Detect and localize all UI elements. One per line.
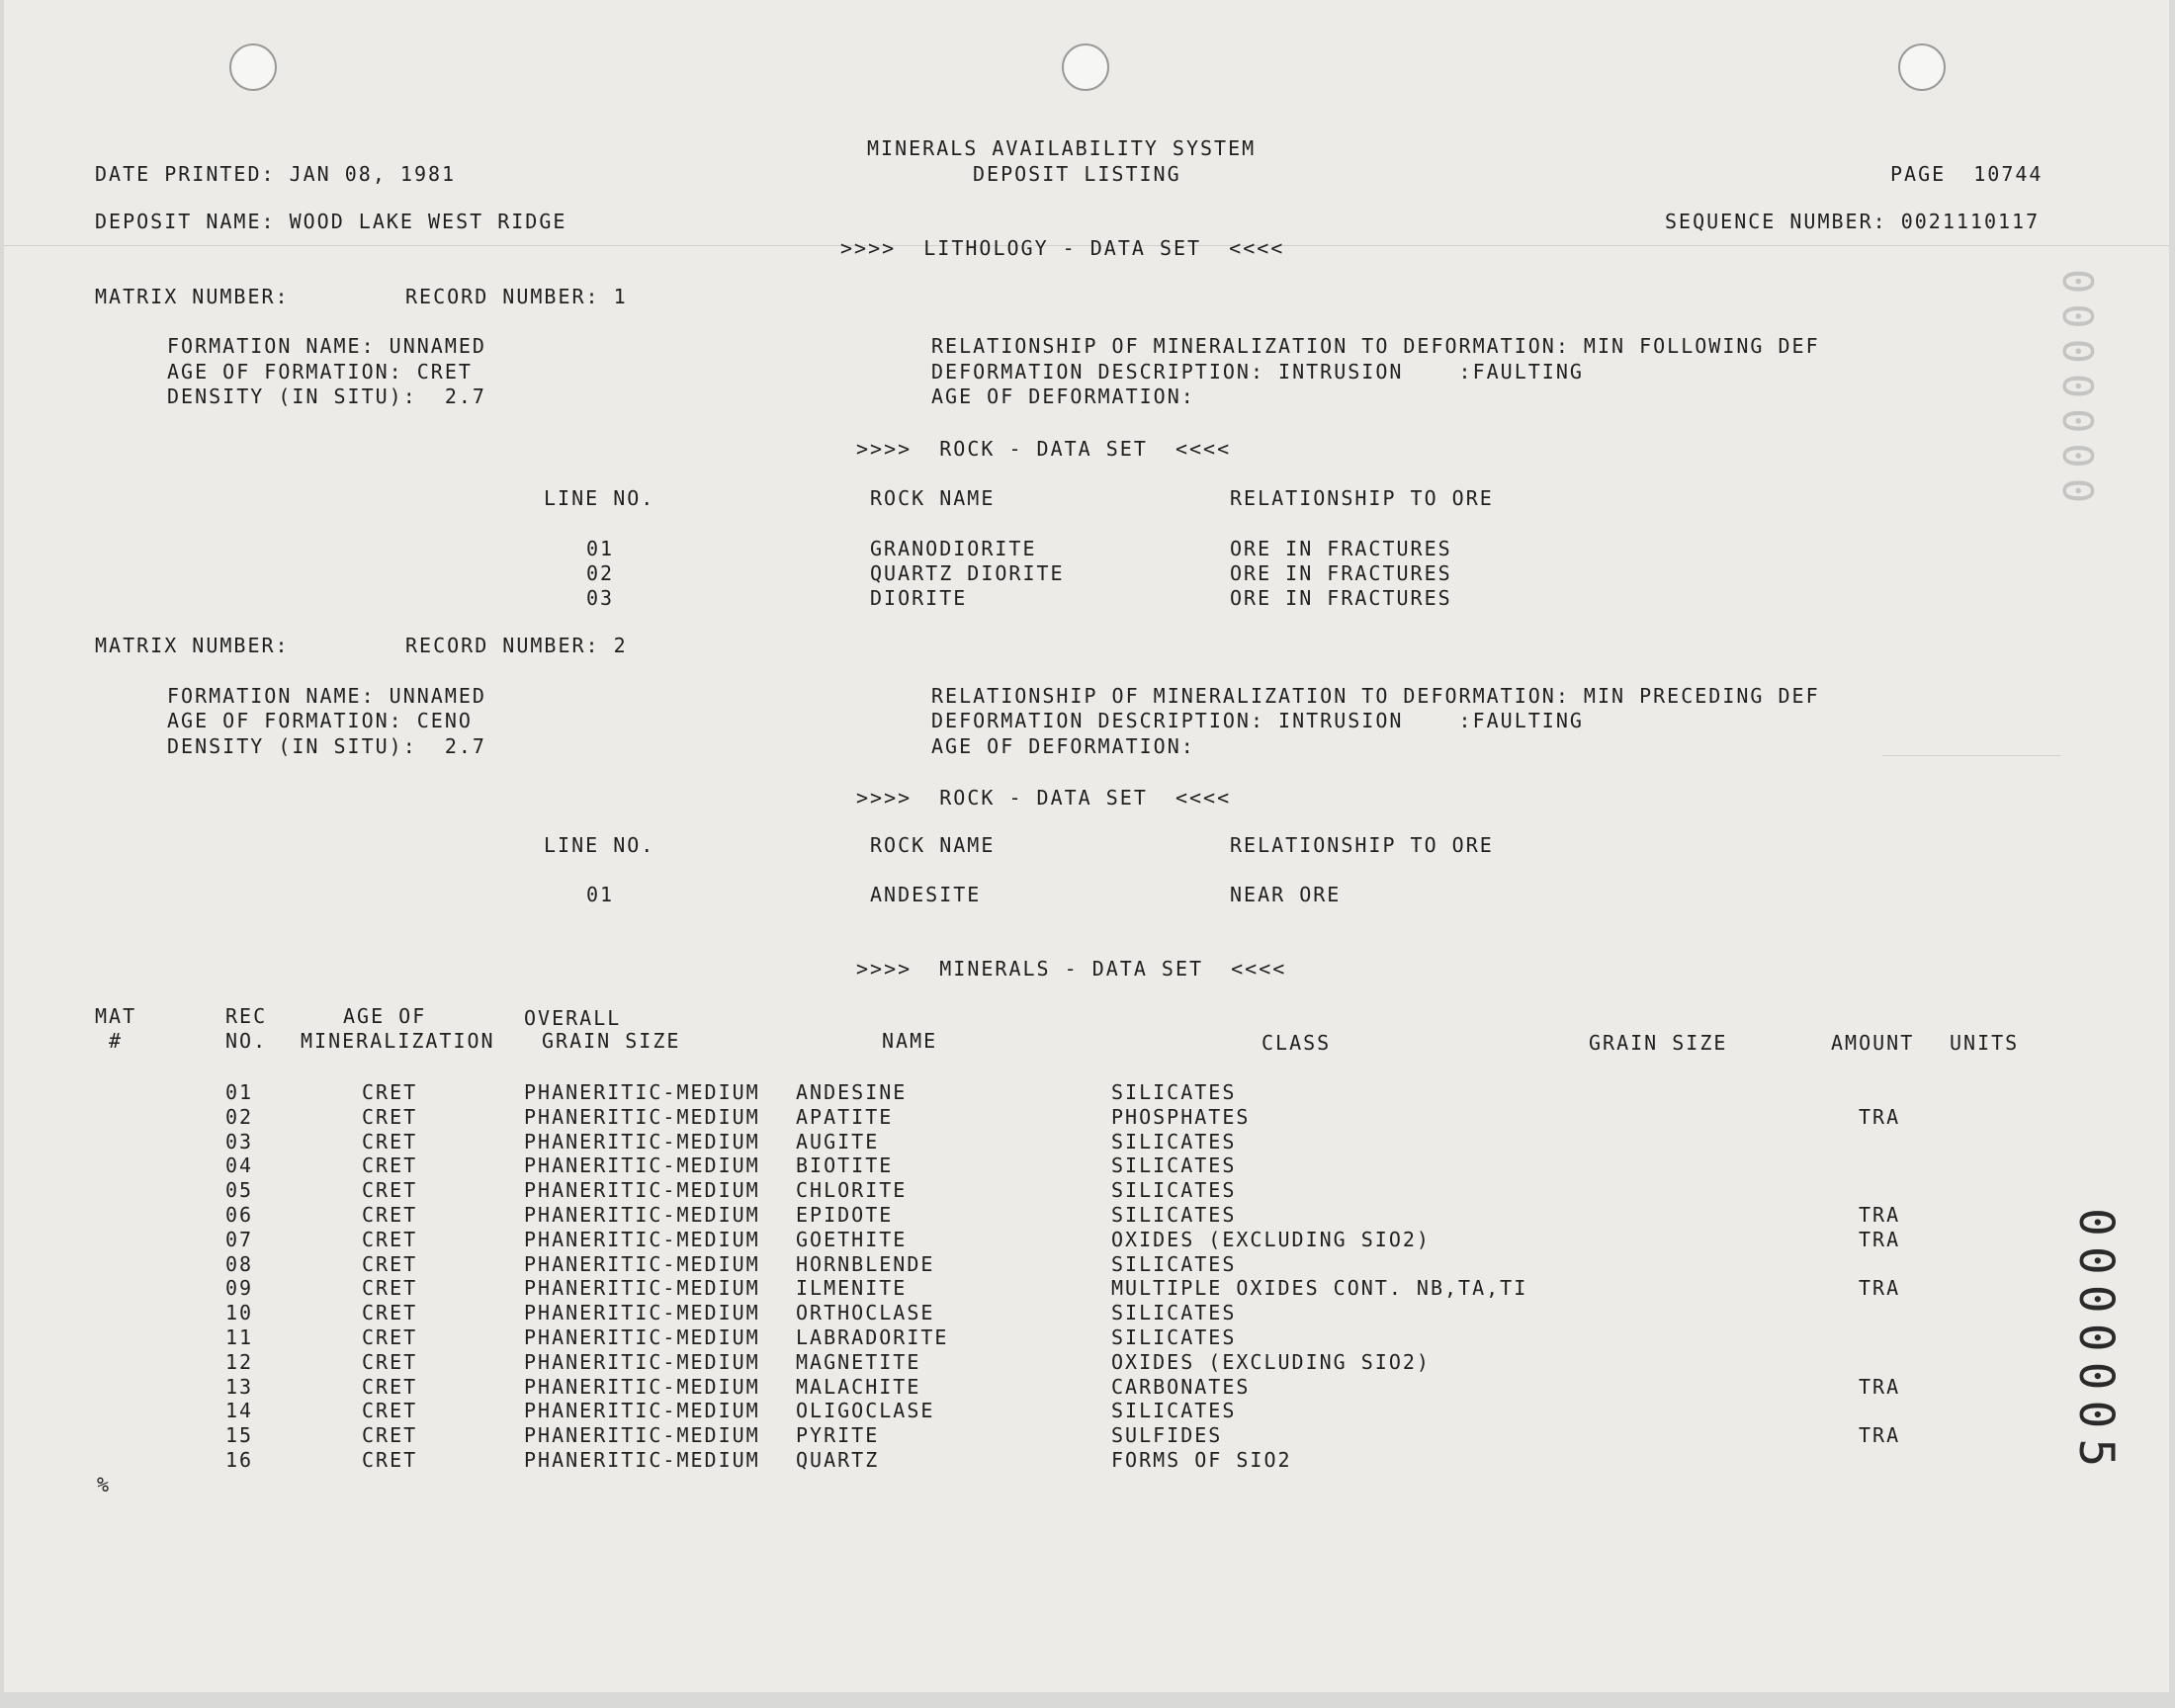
mineral-amount: TRA [1859,1105,1901,1129]
age-of-deformation: AGE OF DEFORMATION: [931,734,1195,758]
mineral-name: MALACHITE [796,1375,921,1399]
mineral-rec-no: 09 [225,1276,254,1300]
deposit-name: DEPOSIT NAME: WOOD LAKE WEST RIDGE [95,210,567,233]
formation-name: FORMATION NAME: UNNAMED [167,684,486,708]
mineral-name: LABRADORITE [796,1325,949,1349]
mineral-overall-grain-size: PHANERITIC-MEDIUM [524,1130,760,1153]
mineral-name: CHLORITE [796,1178,908,1202]
ruled-line [1882,755,2060,756]
mineral-overall-grain-size: PHANERITIC-MEDIUM [524,1301,760,1324]
record-number: RECORD NUMBER: 1 [405,285,628,308]
mineral-age: CRET [362,1130,418,1153]
mineral-age: CRET [362,1423,418,1447]
density: DENSITY (IN SITU): 2.7 [167,734,486,758]
printout-page [4,0,2169,1692]
mineral-rec-no: 04 [225,1153,254,1177]
mineral-overall-grain-size: PHANERITIC-MEDIUM [524,1105,760,1129]
rock-header-relationship: RELATIONSHIP TO ORE [1230,833,1494,857]
mineral-rec-no: 05 [225,1178,254,1202]
minerals-title: >>>> MINERALS - DATA SET <<<< [856,957,1287,981]
lithology-title: >>>> LITHOLOGY - DATA SET <<<< [840,236,1285,260]
mineral-overall-grain-size: PHANERITIC-MEDIUM [524,1080,760,1104]
mineral-rec-no: 02 [225,1105,254,1129]
rock-relationship: NEAR ORE [1230,883,1342,906]
mineral-class: SILICATES [1111,1130,1237,1153]
mineral-age: CRET [362,1080,418,1104]
density: DENSITY (IN SITU): 2.7 [167,384,486,408]
mineral-age: CRET [362,1325,418,1349]
mineral-age: CRET [362,1252,418,1276]
matrix-label: MATRIX NUMBER: [95,285,290,308]
stamp-digits: 0000005 [2068,1208,2124,1478]
mineral-overall-grain-size: PHANERITIC-MEDIUM [524,1153,760,1177]
mineral-age: CRET [362,1448,418,1472]
age-of-formation: AGE OF FORMATION: CRET [167,360,473,384]
mineral-class: MULTIPLE OXIDES CONT. NB,TA,TI [1111,1276,1528,1300]
page-number: PAGE 10744 [1890,162,2044,186]
mineral-age: CRET [362,1105,418,1129]
rock-line-no: 03 [586,586,615,610]
rock-line-no: 02 [586,561,615,585]
mineral-overall-grain-size: PHANERITIC-MEDIUM [524,1448,760,1472]
mineral-amount: TRA [1859,1276,1901,1300]
header-mat: MAT [95,1004,137,1028]
mineral-overall-grain-size: PHANERITIC-MEDIUM [524,1350,760,1374]
rock-header-line-no: LINE NO. [544,486,655,510]
mineral-rec-no: 07 [225,1228,254,1251]
mineral-age: CRET [362,1301,418,1324]
rock-line-no: 01 [586,537,615,560]
mineral-age: CRET [362,1350,418,1374]
record-number: RECORD NUMBER: 2 [405,634,628,657]
mineral-overall-grain-size: PHANERITIC-MEDIUM [524,1325,760,1349]
mineral-amount: TRA [1859,1203,1901,1227]
mineral-amount: TRA [1859,1228,1901,1251]
relationship-to-deformation: RELATIONSHIP OF MINERALIZATION TO DEFORMATION: MIN FOLLOWING DEF [931,334,1820,358]
header-class: CLASS [1262,1031,1332,1055]
mineral-name: APATITE [796,1105,894,1129]
mineral-class: SILICATES [1111,1325,1237,1349]
header-mat-hash: # [109,1029,124,1053]
mineral-age: CRET [362,1375,418,1399]
rock-header-rock-name: ROCK NAME [870,833,996,857]
rock-title: >>>> ROCK - DATA SET <<<< [856,786,1232,810]
mineral-rec-no: 14 [225,1399,254,1422]
mineral-overall-grain-size: PHANERITIC-MEDIUM [524,1423,760,1447]
header-overall-grain-size: GRAIN SIZE [542,1029,681,1053]
header-name: NAME [882,1029,938,1053]
binder-hole-center [1062,43,1109,91]
rock-header-rock-name: ROCK NAME [870,486,996,510]
mineral-class: SULFIDES [1111,1423,1223,1447]
rock-title: >>>> ROCK - DATA SET <<<< [856,437,1232,461]
mineral-name: ANDESINE [796,1080,908,1104]
mineral-rec-no: 11 [225,1325,254,1349]
rock-relationship: ORE IN FRACTURES [1230,586,1452,610]
mineral-overall-grain-size: PHANERITIC-MEDIUM [524,1178,760,1202]
mineral-age: CRET [362,1228,418,1251]
stamp-digits-faint: 0000000 [2053,269,2102,514]
mineral-class: PHOSPHATES [1111,1105,1251,1129]
mineral-name: OLIGOCLASE [796,1399,935,1422]
deformation-description: DEFORMATION DESCRIPTION: INTRUSION :FAULTING [931,709,1584,732]
formation-name: FORMATION NAME: UNNAMED [167,334,486,358]
header-mineralization: MINERALIZATION [301,1029,495,1053]
mineral-name: EPIDOTE [796,1203,894,1227]
date-printed: DATE PRINTED: JAN 08, 1981 [95,162,457,186]
mineral-rec-no: 06 [225,1203,254,1227]
mineral-name: ORTHOCLASE [796,1301,935,1324]
mineral-class: CARBONATES [1111,1375,1251,1399]
mineral-class: SILICATES [1111,1399,1237,1422]
age-of-formation: AGE OF FORMATION: CENO [167,709,473,732]
header-rec-no: NO. [225,1029,268,1053]
mineral-overall-grain-size: PHANERITIC-MEDIUM [524,1399,760,1422]
mineral-rec-no: 12 [225,1350,254,1374]
mineral-amount: TRA [1859,1423,1901,1447]
mineral-age: CRET [362,1153,418,1177]
mineral-class: FORMS OF SIO2 [1111,1448,1292,1472]
rock-header-line-no: LINE NO. [544,833,655,857]
mineral-overall-grain-size: PHANERITIC-MEDIUM [524,1375,760,1399]
mineral-age: CRET [362,1276,418,1300]
mineral-name: ILMENITE [796,1276,908,1300]
rock-header-relationship: RELATIONSHIP TO ORE [1230,486,1494,510]
mineral-rec-no: 08 [225,1252,254,1276]
mineral-rec-no: 13 [225,1375,254,1399]
rock-name: ANDESITE [870,883,982,906]
mineral-rec-no: 03 [225,1130,254,1153]
mineral-overall-grain-size: PHANERITIC-MEDIUM [524,1252,760,1276]
mineral-class: SILICATES [1111,1203,1237,1227]
binder-hole-left [229,43,277,91]
mineral-rec-no: 01 [225,1080,254,1104]
mineral-name: BIOTITE [796,1153,894,1177]
relationship-to-deformation: RELATIONSHIP OF MINERALIZATION TO DEFORMATION: MIN PRECEDING DEF [931,684,1820,708]
header-rec: REC [225,1004,268,1028]
footer-mark: % [97,1473,112,1496]
mineral-rec-no: 10 [225,1301,254,1324]
mineral-overall-grain-size: PHANERITIC-MEDIUM [524,1228,760,1251]
mineral-name: PYRITE [796,1423,880,1447]
mineral-rec-no: 15 [225,1423,254,1447]
header-units: UNITS [1950,1031,2020,1055]
rock-name: DIORITE [870,586,968,610]
deformation-description: DEFORMATION DESCRIPTION: INTRUSION :FAULTING [931,360,1584,384]
sequence-number: SEQUENCE NUMBER: 0021110117 [1665,210,2041,233]
mineral-class: SILICATES [1111,1153,1237,1177]
mineral-age: CRET [362,1203,418,1227]
mineral-class: OXIDES (EXCLUDING SIO2) [1111,1228,1431,1251]
rock-line-no: 01 [586,883,615,906]
mineral-overall-grain-size: PHANERITIC-MEDIUM [524,1276,760,1300]
system-title: MINERALS AVAILABILITY SYSTEM [867,136,1257,160]
mineral-age: CRET [362,1178,418,1202]
rock-name: QUARTZ DIORITE [870,561,1065,585]
rock-name: GRANODIORITE [870,537,1037,560]
age-of-deformation: AGE OF DEFORMATION: [931,384,1195,408]
header-amount: AMOUNT [1831,1031,1915,1055]
binder-hole-right [1898,43,1946,91]
rock-relationship: ORE IN FRACTURES [1230,561,1452,585]
mineral-overall-grain-size: PHANERITIC-MEDIUM [524,1203,760,1227]
mineral-name: HORNBLENDE [796,1252,935,1276]
rock-relationship: ORE IN FRACTURES [1230,537,1452,560]
mineral-class: SILICATES [1111,1252,1237,1276]
mineral-class: SILICATES [1111,1080,1237,1104]
header-grain-size: GRAIN SIZE [1589,1031,1728,1055]
listing-title: DEPOSIT LISTING [973,162,1181,186]
mineral-name: GOETHITE [796,1228,908,1251]
matrix-label: MATRIX NUMBER: [95,634,290,657]
mineral-name: QUARTZ [796,1448,880,1472]
header-age-of: AGE OF [343,1004,427,1028]
mineral-name: MAGNETITE [796,1350,921,1374]
header-overall: OVERALL [524,1006,622,1030]
mineral-class: SILICATES [1111,1178,1237,1202]
mineral-amount: TRA [1859,1375,1901,1399]
mineral-class: OXIDES (EXCLUDING SIO2) [1111,1350,1431,1374]
mineral-rec-no: 16 [225,1448,254,1472]
mineral-name: AUGITE [796,1130,880,1153]
mineral-age: CRET [362,1399,418,1422]
mineral-class: SILICATES [1111,1301,1237,1324]
